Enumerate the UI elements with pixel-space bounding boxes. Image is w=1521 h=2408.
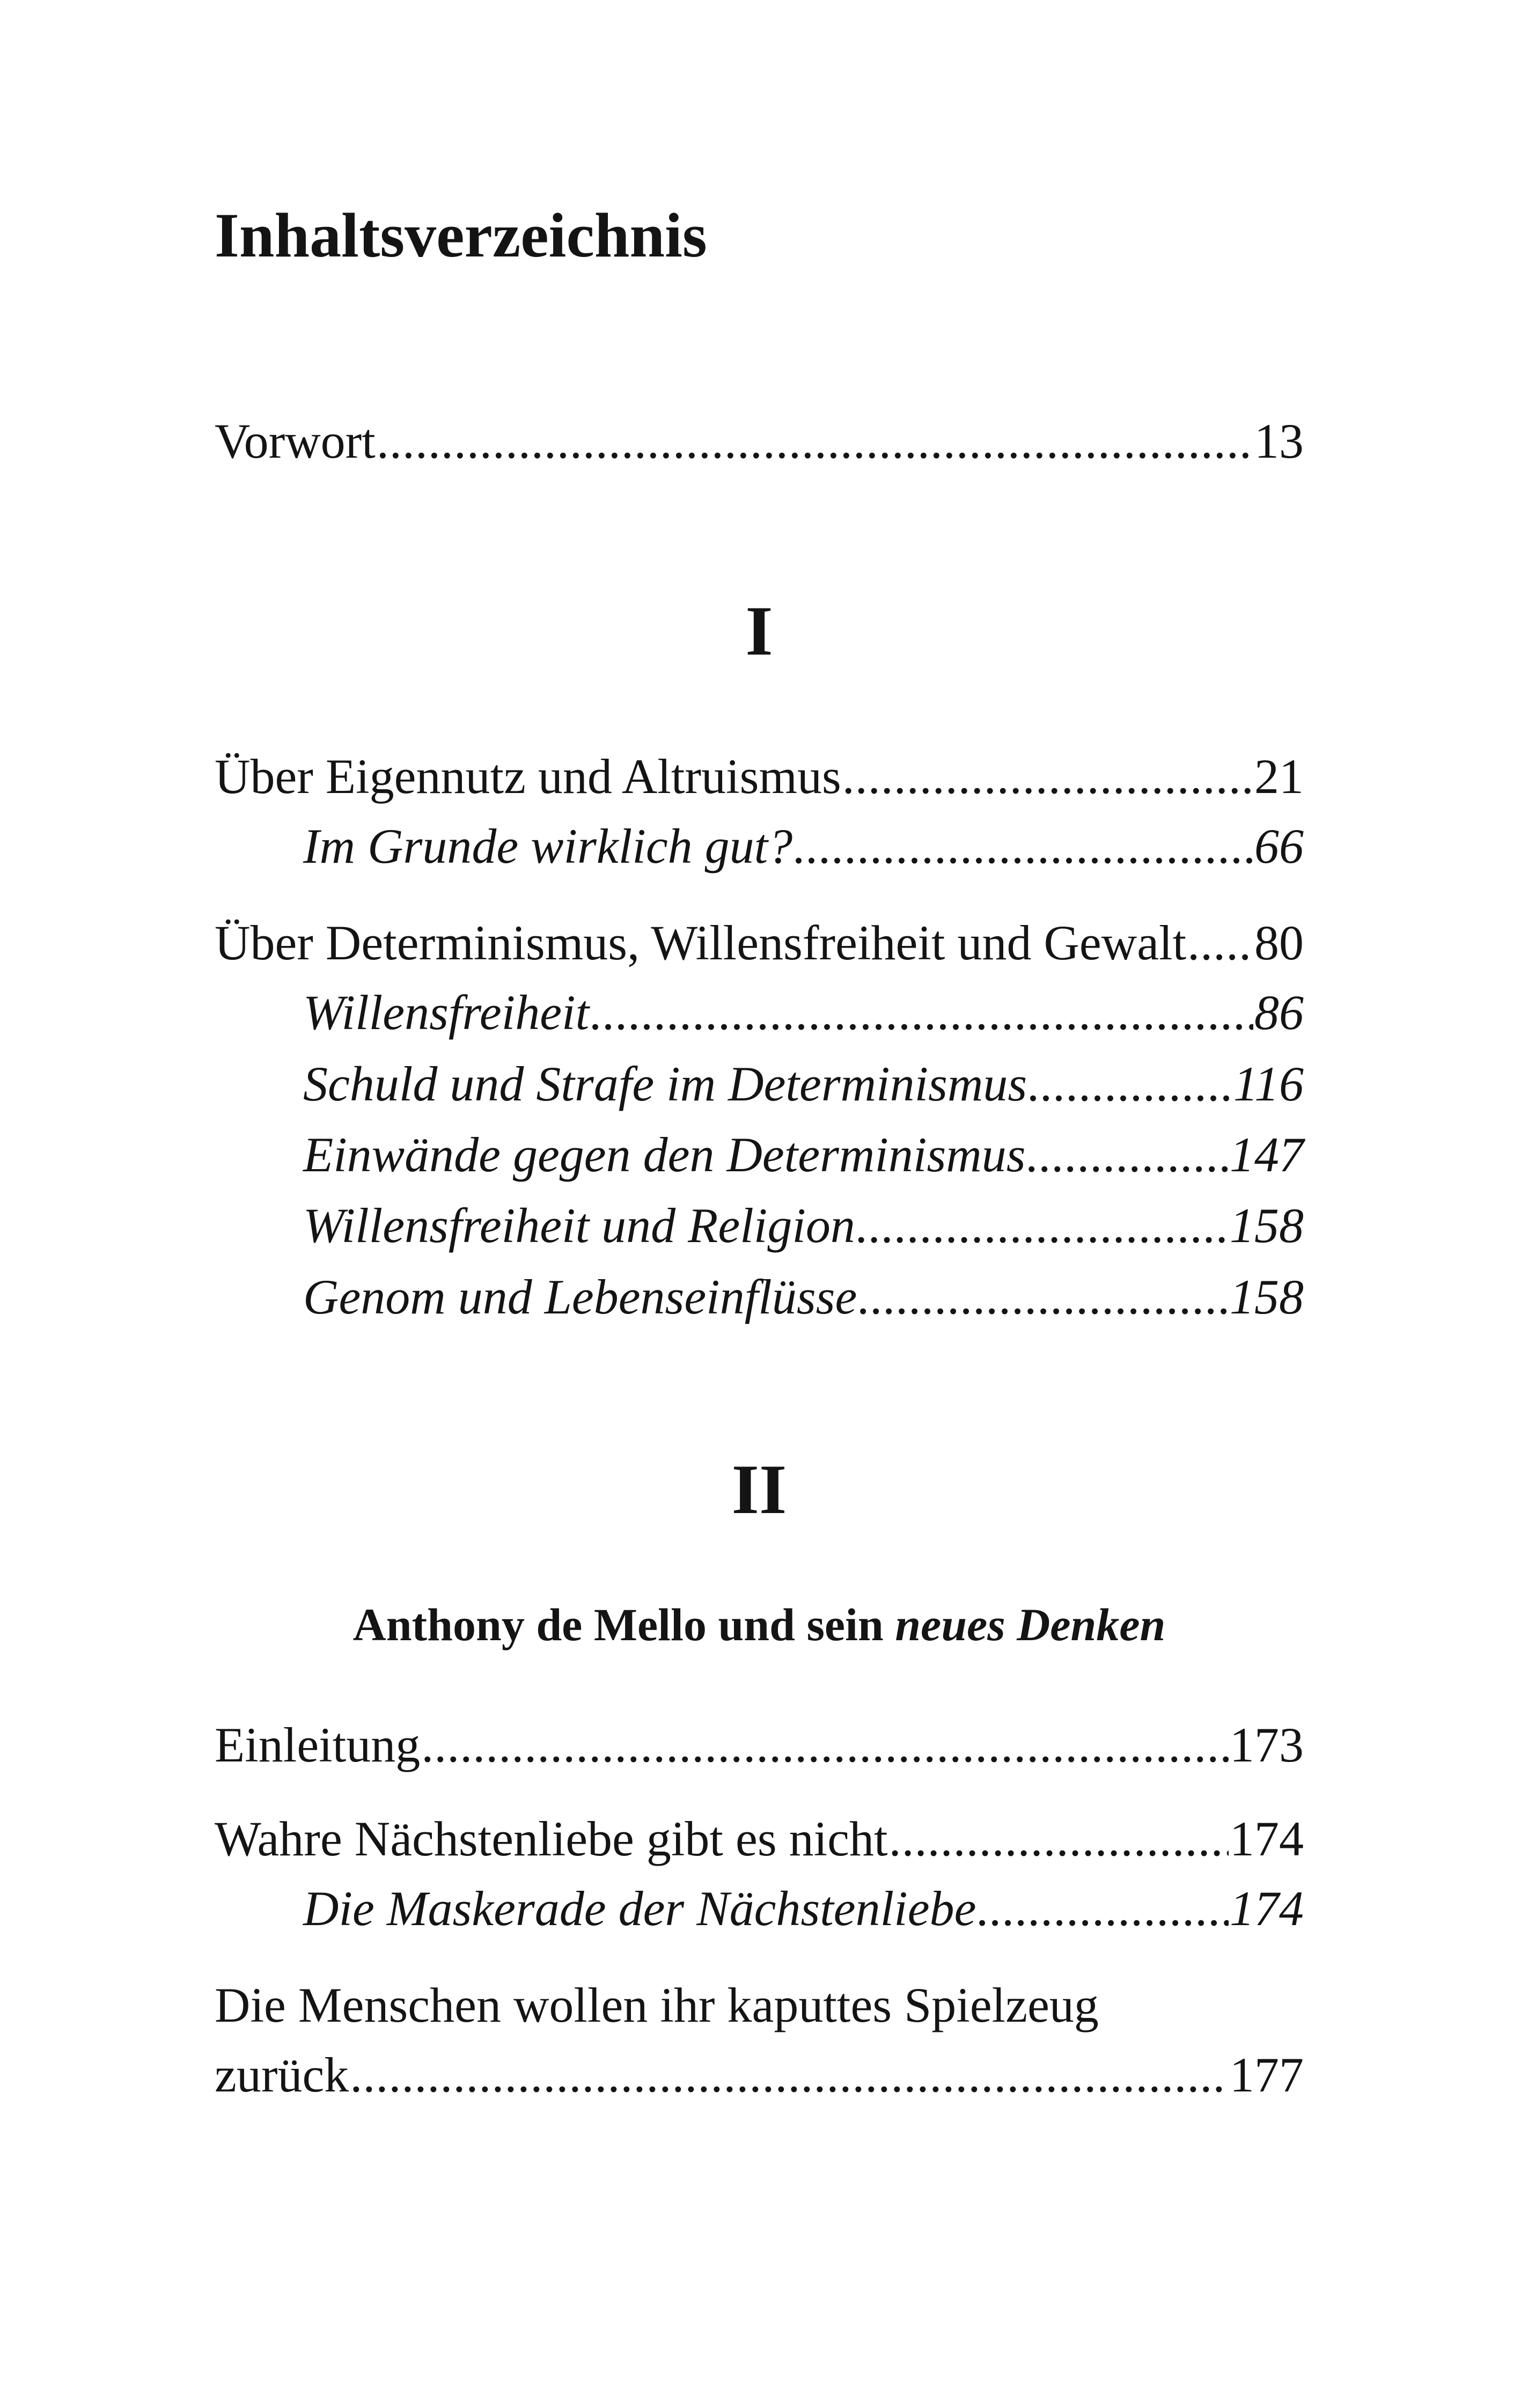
part-numeral-2: II (731, 1450, 787, 1529)
dot-leader (842, 748, 1253, 805)
toc-entry-page: 177 (1230, 2047, 1304, 2102)
toc-entry[interactable] (215, 1717, 1304, 1774)
toc-entry-page: 13 (1254, 414, 1304, 468)
toc-entry-page: 116 (1233, 1056, 1304, 1111)
toc-entry[interactable] (215, 1811, 1304, 1868)
toc-entry-label: Genom und Lebenseinflüsse (303, 1269, 857, 1324)
dot-leader (590, 985, 1253, 1041)
toc-entry-page: 66 (1254, 819, 1304, 873)
part-subtitle-emphasis: neues Denken (895, 1599, 1166, 1650)
dot-leader (1187, 915, 1253, 972)
dot-leader (1028, 1056, 1232, 1113)
toc-entry-label: Über Eigennutz und Altruismus (215, 749, 841, 804)
toc-subentry[interactable] (303, 1056, 1304, 1113)
toc-entry-page: 158 (1230, 1269, 1304, 1324)
toc-entry[interactable] (215, 915, 1304, 972)
toc-entry-label: Über Determinismus, Willensfreiheit und Gewalt (215, 915, 1187, 970)
toc-entry-label: Willensfreiheit (303, 985, 590, 1040)
toc-subentry[interactable] (303, 1269, 1304, 1326)
toc-subentry[interactable] (303, 985, 1304, 1041)
toc-entry-vorwort[interactable] (215, 413, 1304, 470)
part-numeral-1: I (745, 591, 773, 670)
dot-leader (350, 2047, 1229, 2104)
toc-subentry[interactable] (303, 1127, 1304, 1184)
toc-entry-page: 147 (1230, 1127, 1304, 1182)
dot-leader (793, 818, 1253, 875)
toc-subentry[interactable] (303, 1881, 1304, 1937)
toc-entry-label: Wahre Nächstenliebe gibt es nicht (215, 1811, 888, 1866)
toc-entry-label: Willensfreiheit und Religion (303, 1198, 855, 1253)
dot-leader (856, 1198, 1229, 1254)
toc-entry-label: Schuld und Strafe im Determinismus (303, 1056, 1027, 1111)
toc-entry-page: 173 (1230, 1717, 1304, 1772)
toc-entry-page: 86 (1254, 985, 1304, 1040)
dot-leader (421, 1717, 1229, 1774)
toc-entry[interactable] (215, 2047, 1304, 2104)
dot-leader (858, 1269, 1229, 1326)
dot-leader (889, 1811, 1229, 1868)
toc-entry-label: Vorwort (215, 414, 376, 468)
toc-entry-label: Die Maskerade der Nächstenliebe (303, 1881, 976, 1936)
toc-subentry[interactable] (303, 818, 1304, 875)
toc-entry-label: Einleitung (215, 1717, 421, 1772)
toc-entry-page: 174 (1230, 1811, 1304, 1866)
toc-entry[interactable] (215, 748, 1304, 805)
toc-subentry[interactable] (303, 1198, 1304, 1254)
dot-leader (977, 1881, 1229, 1937)
part-subtitle-text: Anthony de Mello und sein (352, 1599, 895, 1650)
toc-entry-label: Einwände gegen den Determinismus (303, 1127, 1026, 1182)
dot-leader (377, 413, 1253, 470)
page-title: Inhaltsverzeichnis (215, 200, 707, 270)
toc-entry-label-line1[interactable]: Die Menschen wollen ihr kaputtes Spielzeug (215, 1978, 1099, 2032)
toc-entry-page: 174 (1230, 1881, 1304, 1936)
toc-entry-label: Im Grunde wirklich gut? (303, 819, 793, 873)
toc-entry-page: 80 (1254, 915, 1304, 970)
toc-entry-page: 21 (1254, 749, 1304, 804)
dot-leader (1027, 1127, 1229, 1184)
toc-entry-label: zurück (215, 2047, 349, 2102)
part-subtitle (215, 1599, 1304, 1650)
toc-entry-page: 158 (1230, 1198, 1304, 1253)
